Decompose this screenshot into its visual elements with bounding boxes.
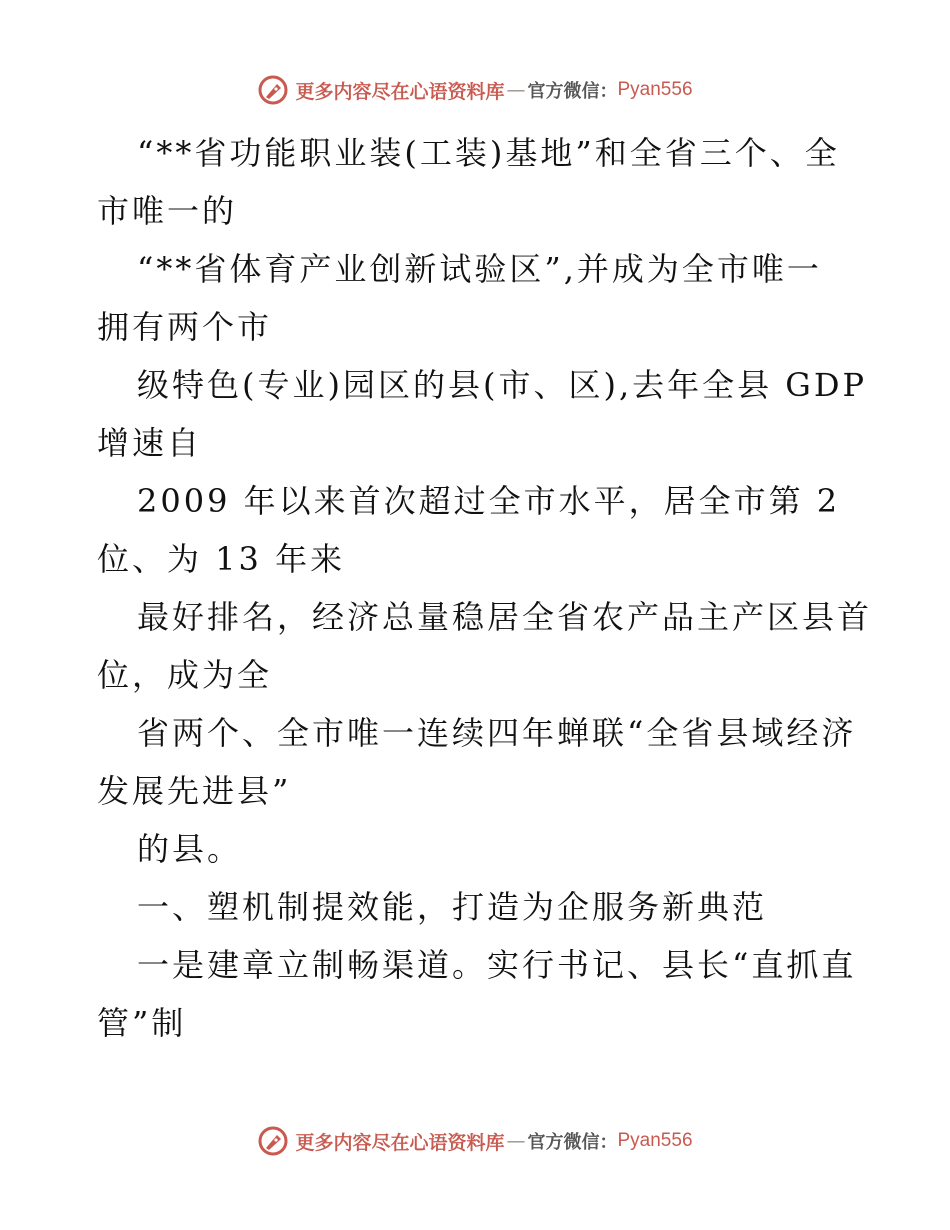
watermark-wechat-id: Pyan556 — [617, 79, 693, 100]
text-line: “**省功能职业装(工装)基地”和全省三个、全 — [137, 134, 840, 172]
section-heading: 一、塑机制提效能，打造为企服务新典范 — [137, 888, 768, 926]
text-line: 增速自 — [97, 424, 203, 462]
text-line: 位，成为全 — [97, 656, 273, 694]
pen-nib-circle-icon — [257, 1125, 289, 1157]
watermark-wechat-id: Pyan556 — [617, 1130, 693, 1151]
watermark-wechat-label: 官方微信： — [527, 81, 618, 102]
text-line: 位、为 13 年来 — [97, 540, 346, 578]
text-line: 省两个、全市唯一连续四年蝉联“全省县域经济 — [137, 714, 857, 752]
text-line: 市唯一的 — [97, 192, 238, 230]
text-line: 发展先进县” — [97, 772, 292, 810]
text-line: 一是建章立制畅渠道。实行书记、县长“直抓直 — [137, 946, 857, 984]
text-line: 级特色(专业)园区的县(市、区),去年全县 GDP — [137, 366, 868, 404]
text-line: 管”制 — [97, 1004, 187, 1042]
watermark-banner-top — [0, 70, 950, 110]
text-line: 最好排名，经济总量稳居全省农产品主产区县首 — [137, 598, 873, 636]
watermark-separator: — — [506, 79, 526, 101]
text-line: 2009 年以来首次超过全市水平，居全市第 2 — [137, 482, 841, 520]
watermark-text: 更多内容尽在心语资料库 — [295, 80, 505, 103]
pen-nib-circle-icon — [257, 74, 289, 106]
document-body — [97, 124, 873, 1052]
watermark-separator: — — [506, 1130, 526, 1152]
text-line: 的县。 — [137, 830, 243, 868]
watermark-banner-bottom — [0, 1121, 950, 1161]
text-line: 拥有两个市 — [97, 308, 273, 346]
watermark-wechat-label: 官方微信： — [527, 1132, 618, 1153]
text-line: “**省体育产业创新试验区”,并成为全市唯一 — [137, 250, 822, 288]
watermark-text: 更多内容尽在心语资料库 — [295, 1131, 505, 1154]
